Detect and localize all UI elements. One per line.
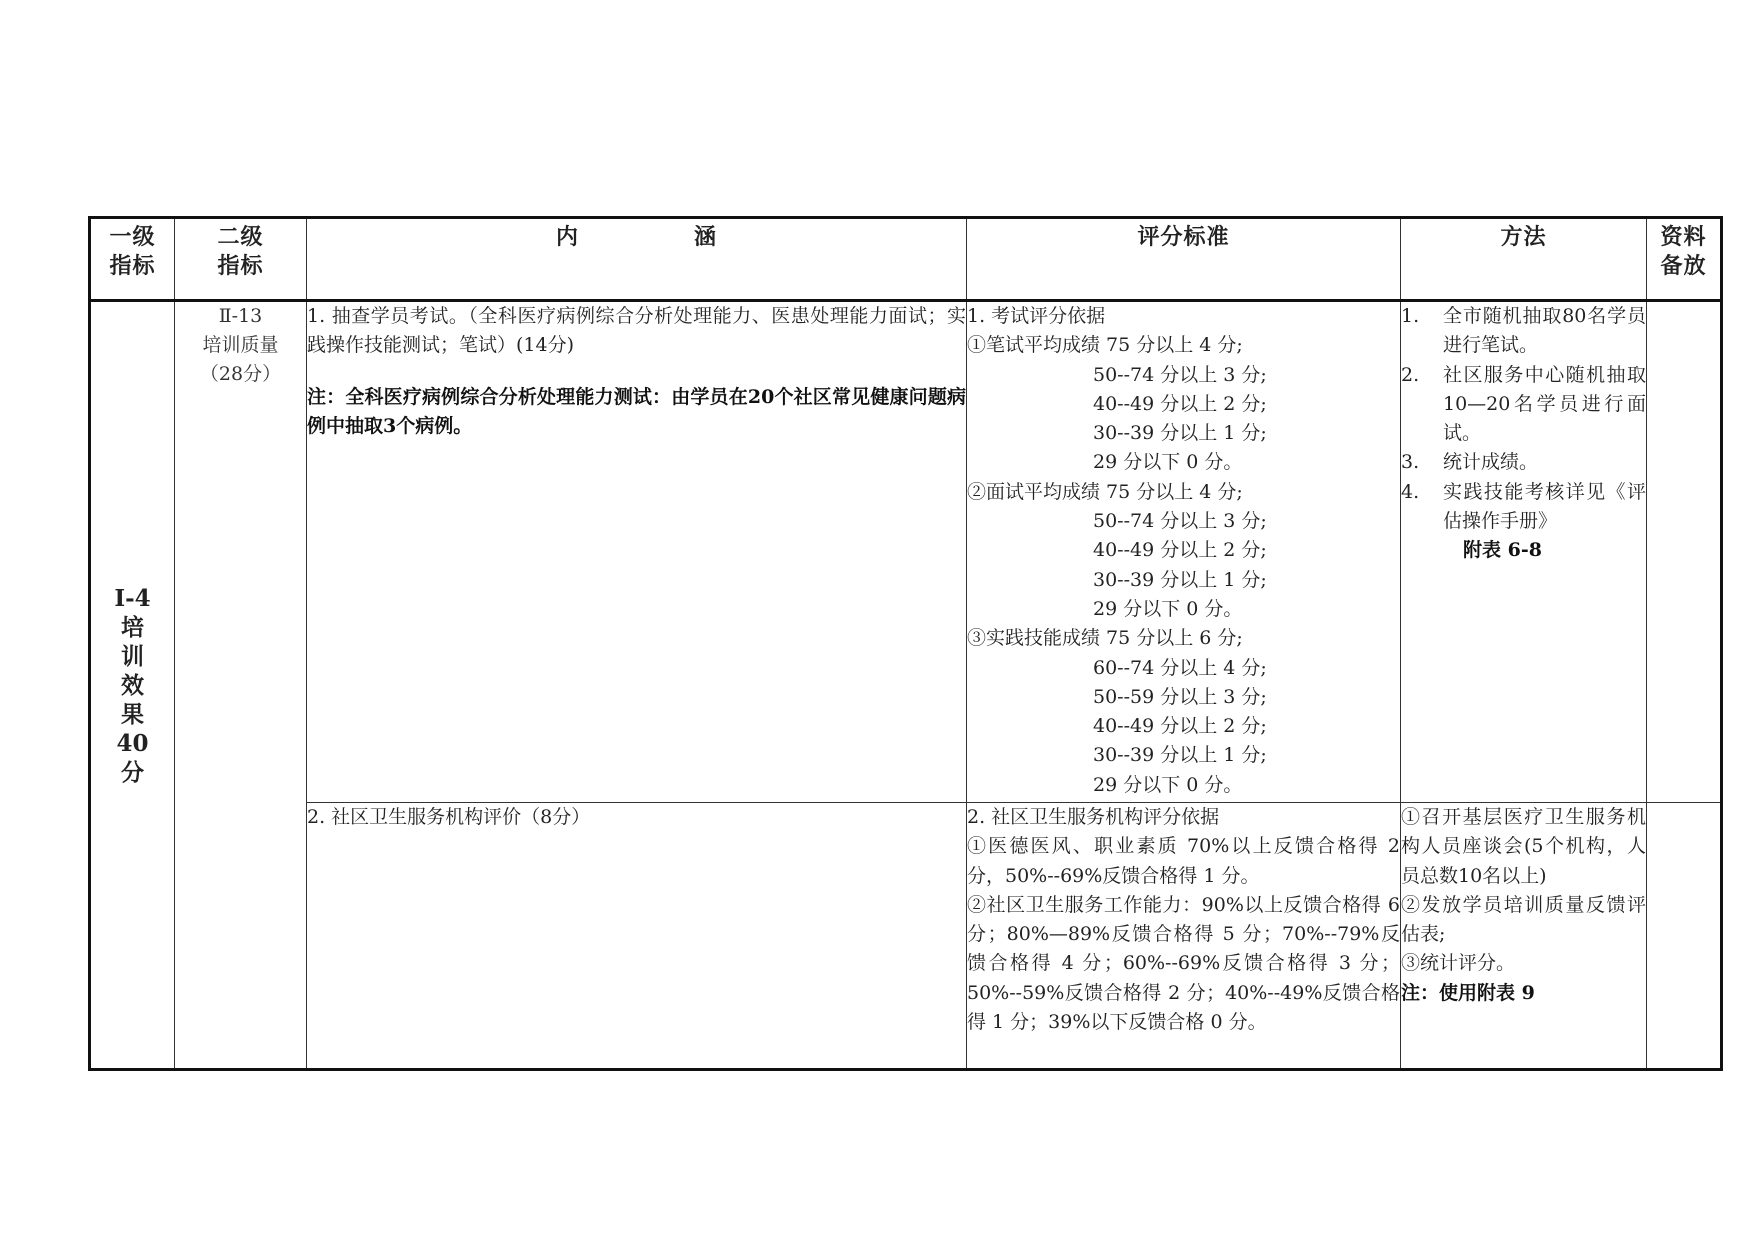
method-item	[1401, 302, 1646, 361]
criteria-line: 50--59 分以上 3 分;	[1093, 685, 1267, 708]
criteria-line: 40--49 分以上 2 分;	[1093, 715, 1267, 738]
method-item	[1401, 478, 1646, 537]
criteria-line: ①笔试平均成绩 75 分以上 4 分;	[967, 334, 1243, 357]
criteria-line: 40--49 分以上 2 分;	[1093, 539, 1267, 562]
method-item: ②发放学员培训质量反馈评估表;	[1401, 893, 1646, 946]
header-method: 方法	[1401, 218, 1647, 301]
content-cell-2	[307, 803, 967, 1070]
criteria-title-2: 2. 社区卫生服务机构评分依据	[967, 806, 1220, 828]
method-item-number: 3.	[1401, 451, 1420, 474]
criteria-line: 30--39 分以上 1 分;	[1093, 744, 1267, 767]
criteria-line: 50--74 分以上 3 分;	[1093, 510, 1267, 533]
method-note: 注：使用附表 9	[1401, 981, 1535, 1004]
method-item-text: 实践技能考核详见《评估操作手册》	[1443, 480, 1646, 533]
criteria-cell	[967, 301, 1401, 803]
criteria-item: ①医德医风、职业素质 70%以上反馈合格得 2 分，50%--69%反馈合格得 1 分。	[967, 835, 1400, 887]
level1-code: Ⅰ-4	[114, 584, 151, 612]
level2-code: Ⅱ-13	[218, 305, 263, 327]
method-item-text: 统计成绩。	[1443, 451, 1539, 474]
method-item	[1401, 361, 1646, 449]
method-item-text: 全市随机抽取80名学员进行笔试。	[1443, 305, 1646, 357]
method-item-number: 1.	[1401, 305, 1420, 327]
criteria-line: 40--49 分以上 2 分;	[1093, 392, 1267, 415]
table-row	[90, 301, 1722, 803]
method-cell-2	[1401, 803, 1647, 1070]
criteria-cell-2	[967, 803, 1401, 1070]
criteria-line: ②面试平均成绩 75 分以上 4 分;	[967, 480, 1243, 503]
content-cell	[307, 301, 967, 803]
level1-cell	[90, 301, 175, 1070]
method-item-number: 4.	[1401, 480, 1420, 503]
criteria-list	[967, 331, 1400, 800]
criteria-line: 30--39 分以上 1 分;	[1093, 422, 1267, 445]
criteria-item: ②社区卫生服务工作能力：90%以上反馈合格得 6 分；80%—89%反馈合格得 5 分；70%--79%反馈合格得 4 分；60%--69%反馈合格得 3 分；50%--59%反馈合格得 2 分；40%--49%反馈合格得 1 分；39%以下反馈合格 0 分。	[967, 893, 1400, 1034]
criteria-line: 29 分以下 0 分。	[1093, 597, 1243, 620]
criteria-line: 50--74 分以上 3 分;	[1093, 363, 1267, 386]
method-list	[1401, 302, 1646, 536]
content-text: 1. 抽查学员考试。（全科医疗病例综合分析处理能力、医患处理能力面试；实践操作技能测试；笔试）(14分)	[307, 305, 966, 357]
method-cell	[1401, 301, 1647, 803]
header-level1: 一级指标	[90, 218, 175, 301]
table-header-row	[90, 218, 1722, 301]
level2-cell	[175, 301, 307, 1070]
level2-name: 培训质量	[202, 334, 279, 356]
level1-title: 培 训 效 果 40 分	[116, 613, 149, 786]
method-item-text: 社区服务中心随机抽取10—20名学员进行面试。	[1443, 363, 1646, 445]
assessment-table-wrapper	[88, 216, 1720, 1071]
criteria-line: 60--74 分以上 4 分;	[1093, 656, 1267, 679]
header-criteria: 评分标准	[967, 218, 1401, 301]
method-ref: 附表 6-8	[1463, 539, 1542, 562]
materials-cell	[1647, 301, 1722, 803]
method-item	[1401, 448, 1646, 477]
method-item-number: 2.	[1401, 363, 1420, 386]
materials-cell-2	[1647, 803, 1722, 1070]
content-note: 注：全科医疗病例综合分析处理能力测试：由学员在20个社区常见健康问题病例中抽取3个病例。	[307, 385, 966, 437]
header-content: 内 涵	[307, 218, 967, 301]
criteria-line: 29 分以下 0 分。	[1093, 773, 1243, 796]
criteria-line: ③实践技能成绩 75 分以上 6 分;	[967, 627, 1243, 650]
table-row	[90, 803, 1722, 1070]
method-item: ③统计评分。	[1401, 952, 1516, 975]
criteria-line: 30--39 分以上 1 分;	[1093, 568, 1267, 591]
header-materials: 资料备放	[1647, 218, 1722, 301]
level2-points: （28分）	[199, 363, 282, 385]
criteria-title: 1. 考试评分依据	[967, 305, 1106, 327]
header-level2: 二级指标	[175, 218, 307, 301]
content-text-2: 2. 社区卫生服务机构评价（8分）	[307, 806, 591, 828]
assessment-table	[88, 216, 1723, 1071]
criteria-line: 29 分以下 0 分。	[1093, 451, 1243, 474]
method-item: ①召开基层医疗卫生服务机构人员座谈会(5个机构，人员总数10名以上)	[1401, 806, 1646, 887]
